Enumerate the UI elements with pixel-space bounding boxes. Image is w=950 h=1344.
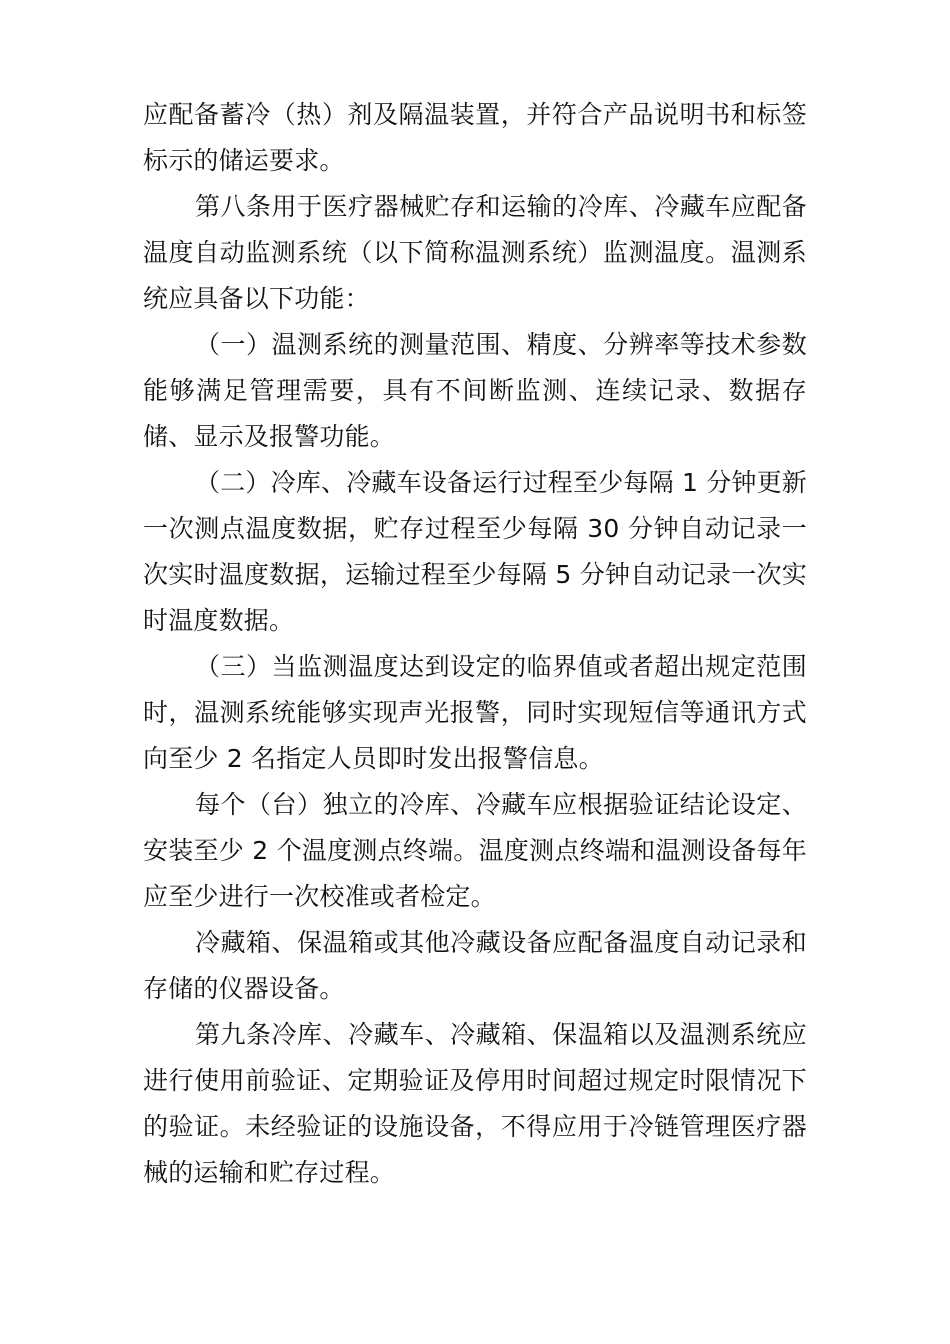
- paragraph-article-9: 第九条冷库、冷藏车、冷藏箱、保温箱以及温测系统应进行使用前验证、定期验证及停用时间超过规定时限情况下的验证。未经验证的设施设备，不得应用于冷链管理医疗器械的运输和贮存过程。: [143, 1020, 807, 1187]
- paragraph-item-1: （一）温测系统的测量范围、精度、分辨率等技术参数能够满足管理需要，具有不间断监测、连续记录、数据存储、显示及报警功能。: [143, 330, 807, 451]
- paragraph-storage-requirements: 应配备蓄冷（热）剂及隔温装置，并符合产品说明书和标签标示的储运要求。: [143, 100, 807, 175]
- paragraph-measuring-points: 每个（台）独立的冷库、冷藏车应根据验证结论设定、安装至少 2 个温度测点终端。温度测点终端和温测设备每年应至少进行一次校准或者检定。: [143, 790, 807, 911]
- paragraph-article-8: 第八条用于医疗器械贮存和运输的冷库、冷藏车应配备温度自动监测系统（以下简称温测系统）监测温度。温测系统应具备以下功能：: [143, 192, 807, 313]
- document-page: [143, 92, 807, 1196]
- paragraph-cold-boxes: 冷藏箱、保温箱或其他冷藏设备应配备温度自动记录和存储的仪器设备。: [143, 928, 807, 1003]
- paragraph-item-3: （三）当监测温度达到设定的临界值或者超出规定范围时，温测系统能够实现声光报警，同时实现短信等通讯方式向至少 2 名指定人员即时发出报警信息。: [143, 652, 807, 773]
- paragraph-item-2: （二）冷库、冷藏车设备运行过程至少每隔 1 分钟更新一次测点温度数据，贮存过程至少每隔 30 分钟自动记录一次实时温度数据，运输过程至少每隔 5 分钟自动记录一次实时温度数据。: [143, 468, 808, 635]
